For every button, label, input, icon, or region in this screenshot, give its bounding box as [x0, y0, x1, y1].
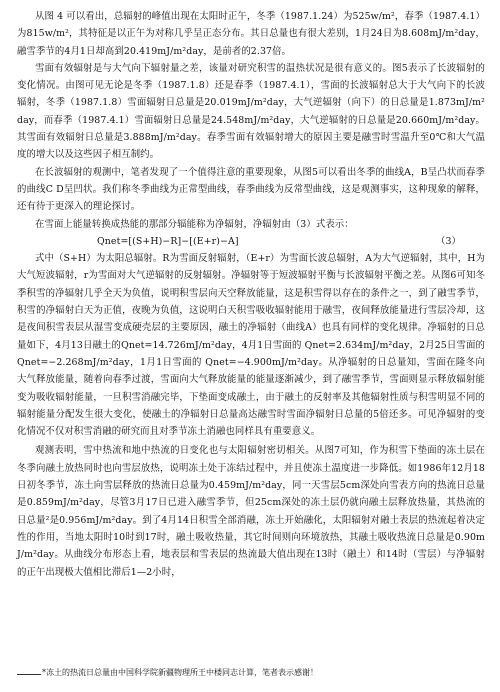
paragraph-effective-radiation: 雪面有效辐射是与大气向下辐射量之差，该量对研究积雪的温热状况是很有意义的。图5表示了长波辐射的变化情况。由图可见无论是冬季（1987.1.8）还是春季（1987.4.1），雪面的长波辐射总大于大气向下的长波辐射，冬季（1987.1.8）雪面辐射日总量是20.019mJ/m²day，大气逆辐射（向下）的日总量是1.873mJ/m²day，而春季（1987.4.1）雪面辐射日总量是24.548mJ/m²day，大气逆辐射的日总量是20.660mJ/m²day。其雪面有效辐射日总量是3.888mJ/m²day。春季雪面有效辐射增大的原因主要是融雪时雪温升至0℃和大气温度的增大以及这些因子相互制约。 [17, 62, 485, 161]
paragraph-net-radiation-intro: 在雪面上能量转换成热能的那部分辐能称为净辐射，净辐射由（3）式表示： [35, 218, 354, 230]
equation-3 [17, 233, 485, 250]
equation-text: Qnet=[(S+H)−R]−[(E+r)−A] [97, 235, 239, 247]
footnote-rule [17, 674, 41, 675]
equation-number: （3） [435, 235, 461, 247]
paragraph-heat-flux: 观测表明，雪中热流和地中热流的日变化也与太阳辐射密切相关。从图7可知，作为积雪下垫面的冻土层在冬季向融土放热同时也向雪层放热，说明冻土处于冻结过程中，并且使冻土温度进一步降低。如1986年12月18日初冬季节，冻土向雪层释放的热流日总量为0.459mJ/m²day，同一天雪层5cm深处向雪表方向的热流日总量是0.859mJ/m²day，尽管3月17日已进入融雪季节，但25cm深处的冻土层仍就向融土层释放热量，其热流的日总量²是0.956mJ/m²day。到了4月14日积雪全部消融，冻土开始融化，太阳辐射对融土表层的热流起着决定性的作用，当地太阳时10时到17时，融土吸收热量，其它时间则向环境放热，其融土吸收热流日总量是0.90mJ/m²day。从曲线分布形态上看，地表层和雪表层的热流最大值出现在13时（融土）和14时（雪层）与净辐射的正午出现极大值相比滞后1—2小时， [17, 445, 485, 578]
article-body [17, 8, 485, 581]
paragraph-total-radiation: 从图 4 可以看出，总辐射的峰值出现在太阳时正午，冬季（1987.1.24）为525w/m²，春季（1987.4.1）为815w/m²，其特征是以正午为对称几乎呈正态分布。其日总量也有很大差别，1月24日为8.608mJ/m²day，融雪季节的4月1日却高到20.419mJ/m²day，是前者的2.37倍。 [17, 11, 485, 57]
footnote: *冻土的热流日总量由中国科学院新疆物理所王中楼同志计算，笔者表示感谢！ [42, 668, 318, 677]
paragraph-longwave-observation: 在长波辐射的观测中，笔者发现了一个值得注意的重要现象，从图5可以看出冬季的曲线A，B呈凸状而春季的曲线C D呈凹状。我们称冬季曲线为正常型曲线，春季曲线为反常型曲线，这是观测事实，这种现象的解释，还有待于更深入的理论探讨。 [17, 166, 485, 213]
paragraph-net-radiation: 式中（S+H）为太阳总辐射。R为雪面反射辐射，（E+r）为雪面长波总辐射，A为大气逆辐射，其中，H为大气短波辐射，r为雪面对大气逆辐射的反射辐射。净辐射等于短波辐射平衡与长波辐射平衡之差。从图6可知冬季积雪的净辐射几乎全天为负值，说明积雪层向天空释放能量，这是积雪得以存在的条件之一，到了融雪季节，积雪的净辐射白天为正值，夜晚为负值，这说明白天积雪吸收辐射能用于融雪，夜间释放能量进行雪层冷却，这是夜间积雪表层从湿雪变成硬壳层的主要原因，融土的净辐射（曲线A）也具有同样的变化规律。净辐射的日总量如下，4月13日融土的Qnet=14.726mJ/m²day，4月1日雪面的 Qnet=2.634mJ/m²day，2月25日雪面的Qnet=−2.268mJ/m²day，1月1日雪面的 Qnet=−4.900mJ/m²day。从净辐射的日总量知，雪面在隆冬向大气释放能量，随着向春季过渡，雪面向大气释放能量的能量逐渐减少，到了融雪季节，雪面则显示释放辐射能变为吸收辐射能量，一旦积雪消融完毕，下垫面变成融土，由于融土的反射率及其他辐射性质与积雪明显不同的辐射能量分配发生很大变化，使融土的净辐射日总量高达融雪时雪面净辐射日总量的5倍还多。可见净辐射的变化情况不仅对积雪消融的研究而且对季节冻土消融也同样具有重要意义。 [17, 253, 485, 438]
